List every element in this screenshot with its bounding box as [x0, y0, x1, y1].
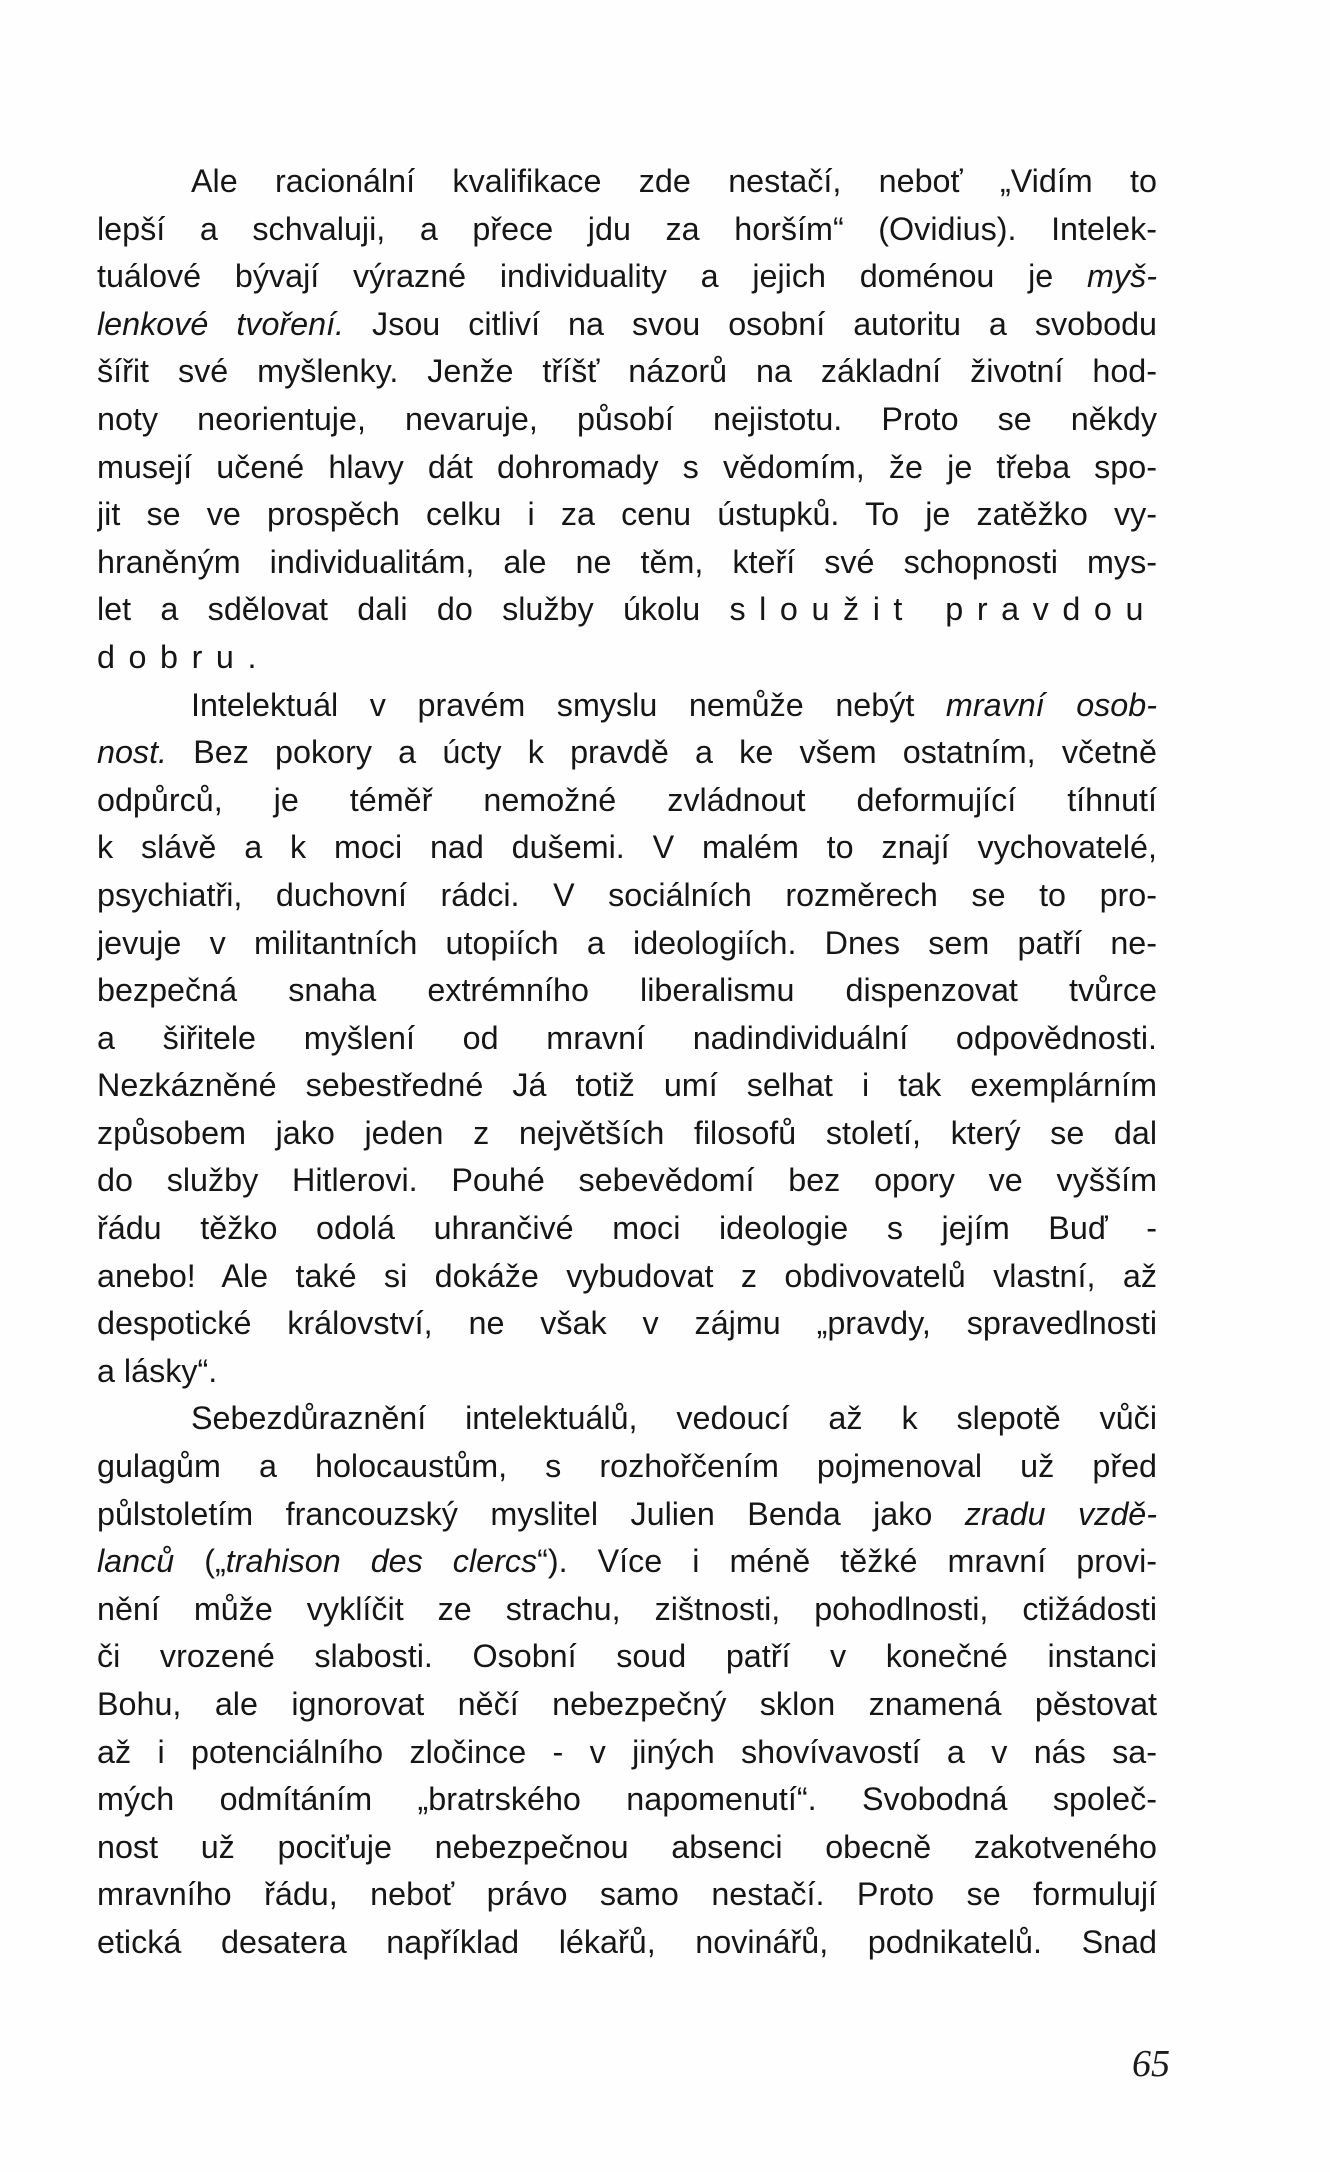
text-segment: Jsou citliví na svou osobní autoritu a svobodu — [344, 305, 1157, 342]
text-line — [97, 920, 1157, 968]
text-line — [97, 1300, 1157, 1348]
text-segment: bezpečná snaha extrémního liberalismu dispenzovat tvůrce — [97, 972, 1157, 1009]
body-text — [97, 158, 1157, 1967]
text-segment: Bez pokory a úcty k pravdě a ke všem ostatním, včetně — [167, 734, 1157, 771]
text-line — [97, 1395, 1157, 1443]
text-segment: šířit své myšlenky. Jenže tříšť názorů na základní životní hod- — [97, 353, 1157, 390]
text-segment — [916, 591, 945, 627]
text-line — [97, 1205, 1157, 1253]
text-segment: způsobem jako jeden z největších filosofů století, který se dal — [97, 1114, 1157, 1151]
text-line — [97, 1110, 1157, 1158]
text-segment: či vrozené slabosti. Osobní soud patří v konečné instanci — [97, 1638, 1157, 1675]
text-line — [97, 1633, 1157, 1681]
text-segment: zradu vzdě- — [964, 1495, 1157, 1532]
text-line — [97, 253, 1157, 301]
text-segment: tuálové bývají výrazné individuality a jejich doménou je — [97, 258, 1088, 295]
text-segment: mravní osob- — [945, 686, 1157, 723]
text-line — [97, 1919, 1157, 1967]
text-segment: Bohu, ale ignorovat něčí nebezpečný sklon znamená pěstovat — [97, 1686, 1157, 1722]
text-segment: lenkové tvoření. — [97, 305, 345, 342]
text-segment: řádu těžko odolá uhrančivé moci ideologie s jejím Buď - — [97, 1210, 1157, 1247]
text-segment: Sebezdůraznění intelektuálů, vedoucí až k slepotě vůči — [191, 1400, 1157, 1437]
text-segment: . — [247, 638, 257, 675]
text-line — [97, 777, 1157, 825]
text-segment: pravdou — [945, 591, 1157, 628]
text-line — [97, 396, 1157, 444]
text-segment: nost. — [97, 734, 168, 771]
text-line — [97, 348, 1157, 396]
text-segment: Ale racionální kvalifikace zde nestačí, neboť „Vidím to — [191, 163, 1157, 199]
text-line — [97, 491, 1157, 539]
text-segment: musejí učené hlavy dát dohromady s vědomím, že je třeba spo- — [97, 448, 1157, 485]
text-line — [97, 301, 1157, 349]
text-segment: a šiřitele myšlení od mravní nadindividuální odpovědnosti. — [97, 1019, 1157, 1056]
text-segment: Intelektuál v pravém smyslu nemůže nebýt — [191, 686, 946, 723]
text-line — [97, 206, 1157, 254]
text-line — [97, 729, 1157, 777]
text-segment: etická desatera například lékařů, novinářů, podnikatelů. Snad — [97, 1923, 1157, 1960]
text-segment: “). Více i méně těžké mravní provi- — [537, 1543, 1157, 1580]
text-line — [97, 1538, 1157, 1586]
text-segment: jevuje v militantních utopiích a ideologiích. Dnes sem patří ne- — [97, 924, 1157, 961]
text-line — [97, 1776, 1157, 1824]
text-segment: hraněným individualitám, ale ne těm, kteří své schopnosti mys- — [97, 543, 1157, 580]
text-segment: lepší a schvaluji, a přece jdu za horším“ (Ovidius). Intelek- — [97, 210, 1157, 247]
text-segment: trahison des clercs — [225, 1543, 538, 1580]
text-segment: psychiatři, duchovní rádci. V sociálních rozměrech se to pro- — [97, 876, 1157, 913]
text-line — [97, 539, 1157, 587]
text-line — [97, 1253, 1157, 1301]
text-segment: jit se ve prospěch celku i za cenu ústupků. To je zatěžko vy- — [97, 496, 1157, 533]
text-line — [97, 1062, 1157, 1110]
text-line — [97, 444, 1157, 492]
text-segment: k slávě a k moci nad dušemi. V malém to znají vychovatelé, — [97, 829, 1157, 866]
text-line — [97, 586, 1157, 634]
text-segment: do služby Hitlerovi. Pouhé sebevědomí bez opory ve vyšším — [97, 1162, 1157, 1199]
text-segment: mých odmítáním „bratrského napomenutí“. Svobodná společ- — [97, 1781, 1157, 1818]
page-number: 65 — [1132, 2043, 1170, 2085]
text-segment: noty neorientuje, nevaruje, působí nejistotu. Proto se někdy — [97, 400, 1157, 437]
text-line — [97, 1348, 1157, 1396]
text-line — [97, 1443, 1157, 1491]
text-segment: let a sdělovat dali do služby úkolu — [97, 591, 730, 628]
text-line — [97, 1824, 1157, 1872]
text-line — [97, 158, 1157, 206]
text-line — [97, 1871, 1157, 1919]
text-segment: nost už pociťuje nebezpečnou absenci obecně zakotveného — [97, 1828, 1157, 1865]
text-line — [97, 967, 1157, 1015]
text-line — [97, 634, 1157, 682]
text-segment: odpůrců, je téměř nemožné zvládnout deformující tíhnutí — [97, 781, 1157, 818]
text-line — [97, 1491, 1157, 1539]
text-line — [97, 1015, 1157, 1063]
text-segment: („ — [174, 1543, 226, 1580]
text-line — [97, 682, 1157, 730]
text-line — [97, 1586, 1157, 1634]
text-line — [97, 1729, 1157, 1777]
text-segment: Nezkázněné sebestředné Já totiž umí selhat i tak exemplárním — [97, 1067, 1157, 1104]
text-segment: mravního řádu, neboť právo samo nestačí. Proto se formulují — [97, 1876, 1157, 1913]
text-line — [97, 872, 1157, 920]
text-segment: půlstoletím francouzský myslitel Julien Benda jako — [97, 1495, 965, 1532]
text-segment: sloužit — [729, 591, 916, 628]
text-segment: myš- — [1087, 258, 1157, 295]
text-line — [97, 1157, 1157, 1205]
text-segment: a lásky“. — [97, 1352, 218, 1389]
text-segment: nění může vyklíčit ze strachu, zištnosti, pohodlnosti, ctižádosti — [97, 1590, 1157, 1627]
text-line — [97, 1681, 1157, 1729]
text-segment: lanců — [97, 1543, 175, 1580]
text-segment: dobru — [97, 638, 248, 675]
text-segment: anebo! Ale také si dokáže vybudovat z obdivovatelů vlastní, až — [97, 1257, 1157, 1294]
text-segment: gulagům a holocaustům, s rozhořčením pojmenoval už před — [97, 1448, 1157, 1485]
text-segment: až i potenciálního zločince - v jiných shovívavostí a v nás sa- — [97, 1733, 1157, 1770]
text-segment: despotické království, ne však v zájmu „pravdy, spravedlnosti — [97, 1305, 1157, 1342]
text-line — [97, 824, 1157, 872]
